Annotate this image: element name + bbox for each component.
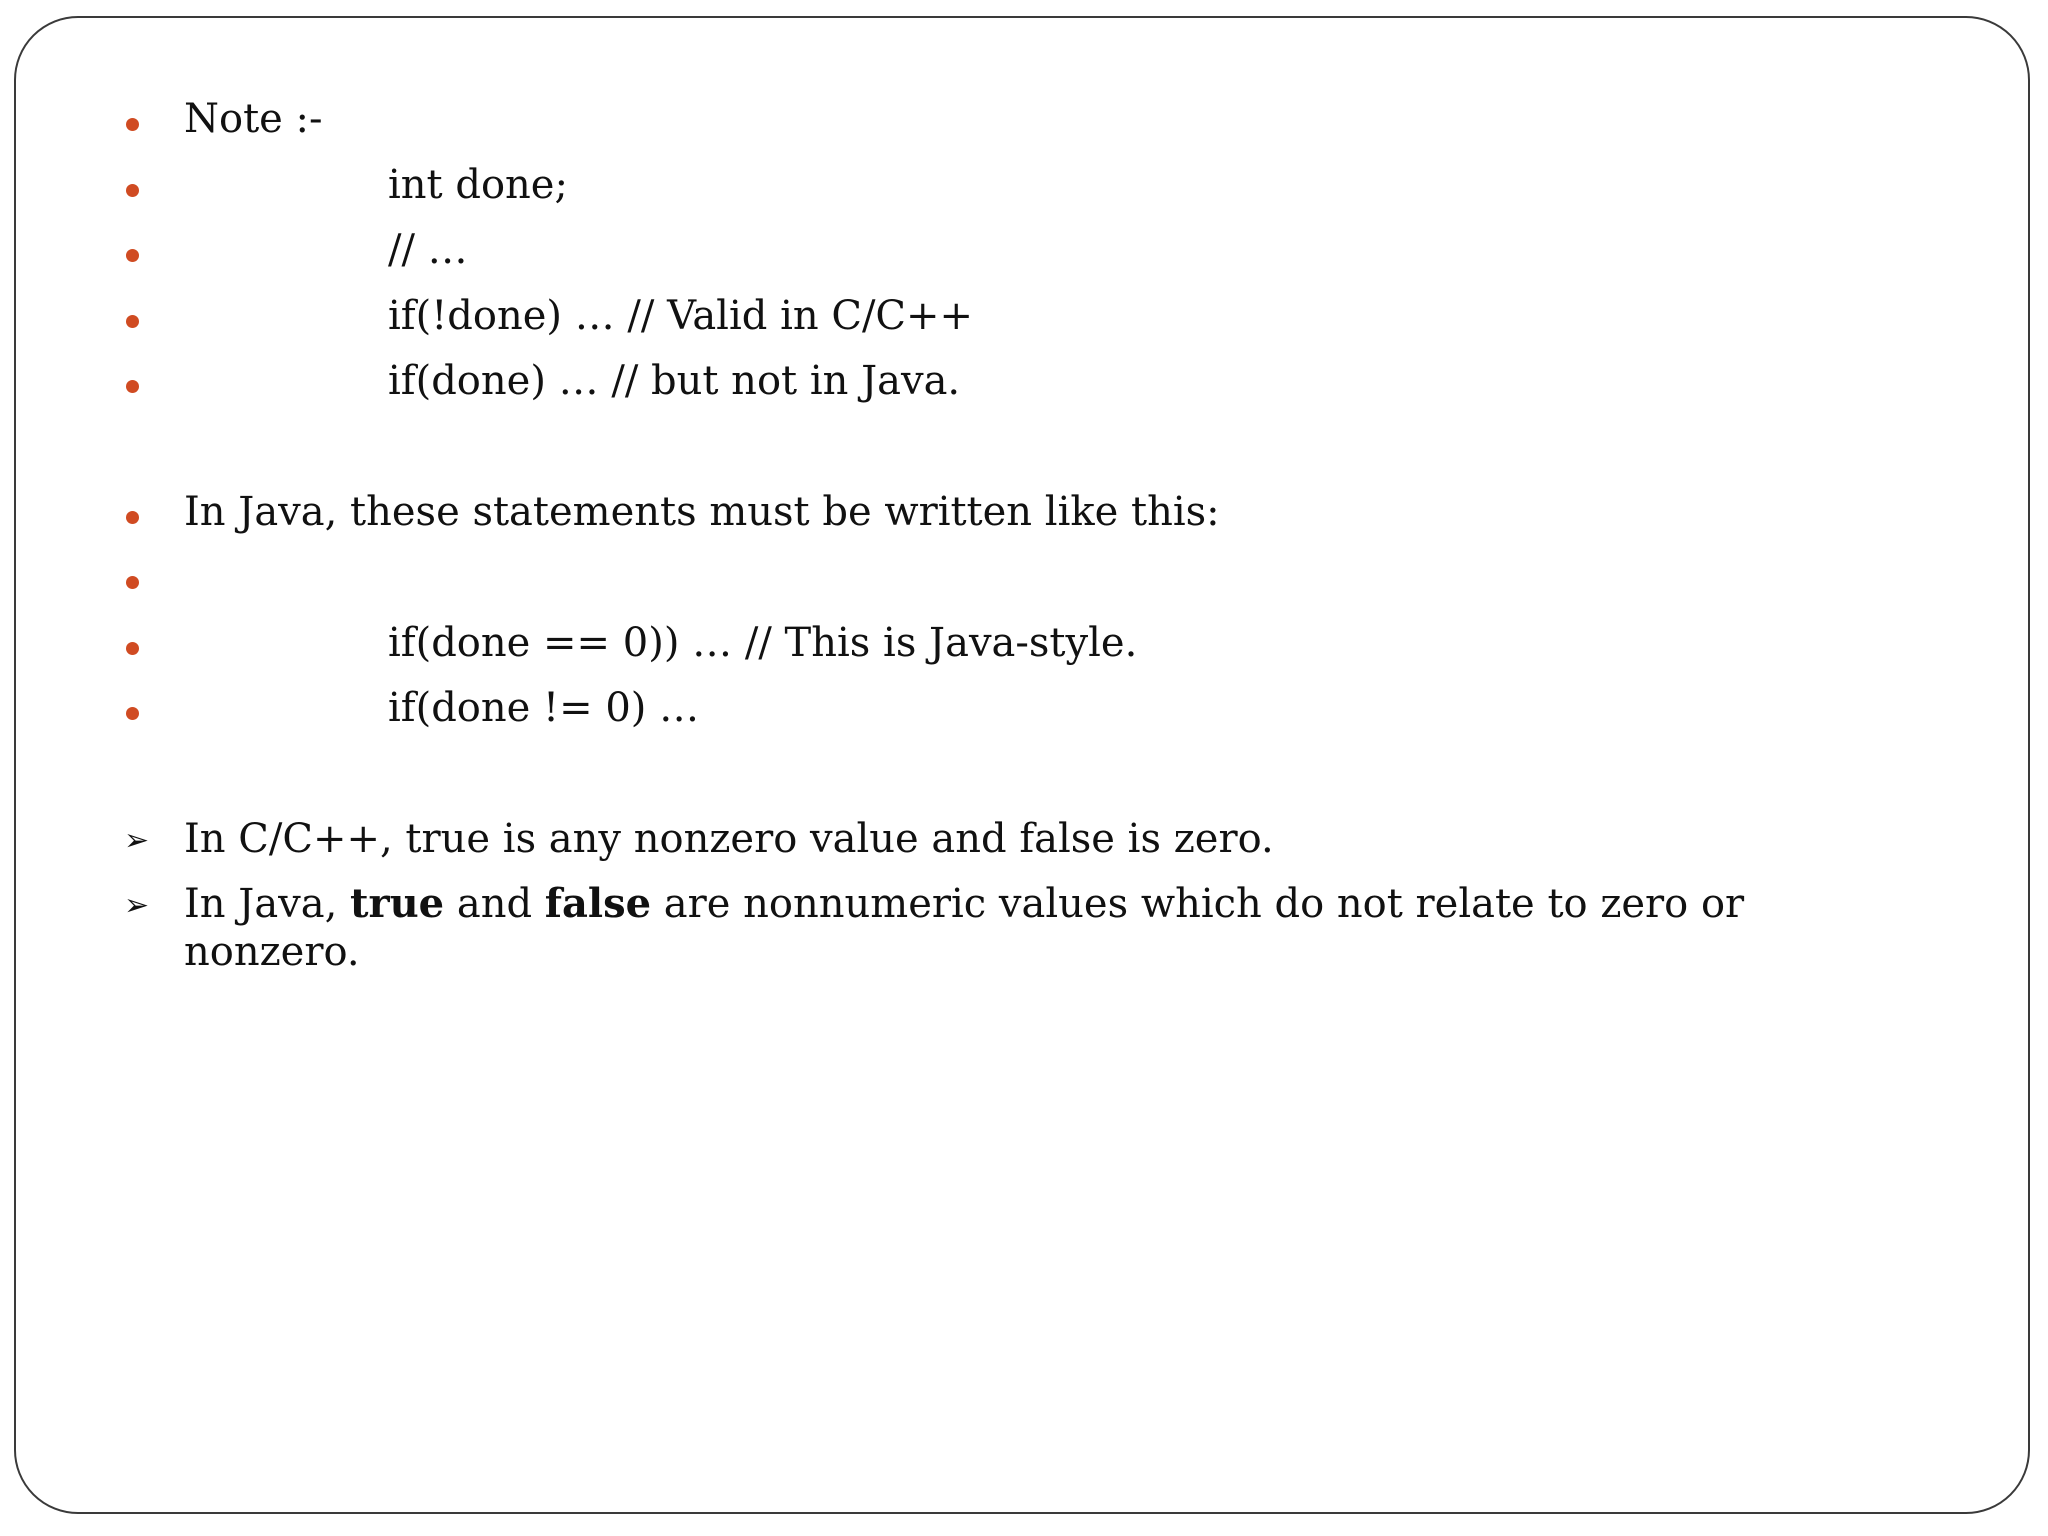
bullet-line: [0, 95, 2048, 155]
code-text: if(done == 0)) … // This is Java-style.: [388, 620, 1138, 666]
bullet-dot-icon: [126, 315, 139, 328]
text-suffix: are nonnumeric values which do not relate to zero or nonzero.: [184, 881, 1745, 975]
arrow-point-text: In C/C++, true is any nonzero value and false is zero.: [184, 816, 1274, 862]
bullet-dot-icon: [126, 118, 139, 131]
code-text: if(done != 0) …: [388, 685, 700, 731]
bullet-text: In Java, these statements must be written like this:: [184, 489, 1220, 535]
bullet-line: [0, 684, 2048, 744]
bullet-dot-icon: [126, 249, 139, 262]
keyword-false: false: [544, 880, 652, 927]
arrowhead-bullet-icon: ➢: [124, 823, 150, 858]
code-text: // …: [388, 227, 468, 273]
bullet-line: [0, 226, 2048, 286]
bullet-dot-icon: [126, 576, 139, 589]
bullet-line: [0, 619, 2048, 679]
bullet-dot-icon: [126, 380, 139, 393]
bullet-text: Note :-: [184, 96, 323, 142]
code-text: if(done) … // but not in Java.: [388, 358, 961, 404]
arrowhead-bullet-icon: ➢: [124, 888, 150, 923]
arrow-point-line: [0, 880, 2048, 990]
code-text: if(!done) … // Valid in C/C++: [388, 293, 974, 339]
arrow-point-line: [0, 815, 2048, 875]
text-prefix: In Java,: [184, 881, 351, 927]
bullet-line: [0, 488, 2048, 548]
bullet-dot-icon: [126, 707, 139, 720]
arrow-point-text: [184, 880, 1844, 976]
bullet-line: [0, 292, 2048, 352]
bullet-line: [0, 357, 2048, 417]
bullet-line: [0, 161, 2048, 221]
bullet-dot-icon: [126, 642, 139, 655]
bullet-dot-icon: [126, 184, 139, 197]
text-mid: and: [444, 881, 545, 927]
code-text: int done;: [388, 162, 568, 208]
bullet-line: [0, 553, 2048, 613]
bullet-dot-icon: [126, 511, 139, 524]
keyword-true: true: [350, 880, 445, 927]
